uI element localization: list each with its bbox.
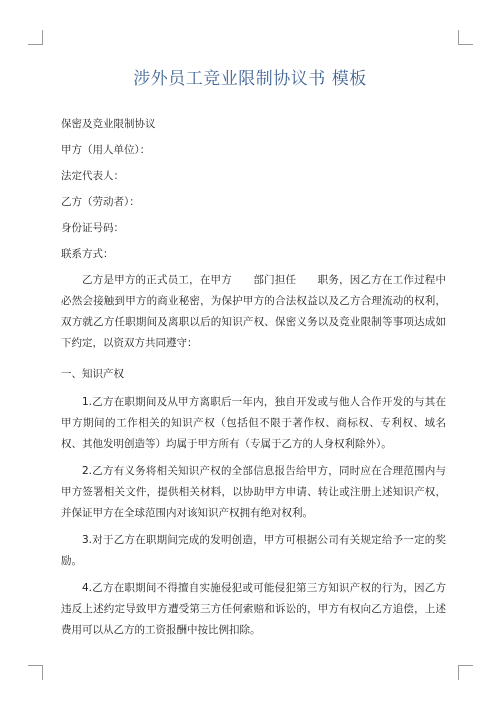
- intro-paragraph: 乙方是甲方的正式员工，在甲方 部门担任 职务，因乙方在工作过程中必然会接触到甲方的商业秘密，为保护甲方的合法权益以及乙方合理流动的权利，双方就乙方任职期间及离职以后的知识产权、保密义务以及竞业限制等事项达成如下约定，以资双方共同遵守：: [61, 274, 446, 349]
- contact-label: 联系方式：: [61, 248, 114, 260]
- legal-representative-label: 法定代表人：: [61, 170, 124, 182]
- crop-mark-top-left: [28, 30, 43, 45]
- agreement-name: 保密及竞业限制协议: [61, 118, 156, 130]
- party-b-label: 乙方（劳动者）：: [61, 196, 140, 208]
- section-heading-ip: 一、知识产权: [61, 368, 124, 380]
- party-a-label: 甲方（用人单位）：: [61, 144, 151, 156]
- id-number-label: 身份证号码：: [61, 222, 124, 234]
- crop-mark-bottom-left: [28, 665, 43, 680]
- clause-4: 4.乙方在职期间不得擅自实施侵犯或可能侵犯第三方知识产权的行为，因乙方违反上述约定导致甲方遭受第三方任何索赔和诉讼的，甲方有权向乙方追偿，上述费用可以从乙方的工资报酬中按比例扣除。: [61, 582, 446, 636]
- clause-3: 3.对于乙方在职期间完成的发明创造，甲方可根据公司有关规定给予一定的奖励。: [61, 534, 446, 567]
- document-body: [61, 114, 446, 647]
- clause-2: 2.乙方有义务将相关知识产权的全部信息报告给甲方，同时应在合理范围内与甲方签署相关文件，提供相关材料，以协助甲方申请、转让或注册上述知识产权，并保证甲方在全球范围内对该知识产权拥有绝对权利。: [61, 465, 446, 519]
- crop-mark-bottom-right: [458, 665, 473, 680]
- clause-1: 1.乙方在职期间及从甲方离职后一年内，独自开发或与他人合作开发的与其在甲方期间的工作相关的知识产权（包括但不限于著作权、商标权、专利权、域名权、其他发明创造等）均属于甲方所有（专属于乙方的人身权利除外）。: [61, 396, 446, 450]
- crop-mark-top-right: [458, 30, 473, 45]
- document-title: 涉外员工竞业限制协议书 模板: [133, 69, 367, 89]
